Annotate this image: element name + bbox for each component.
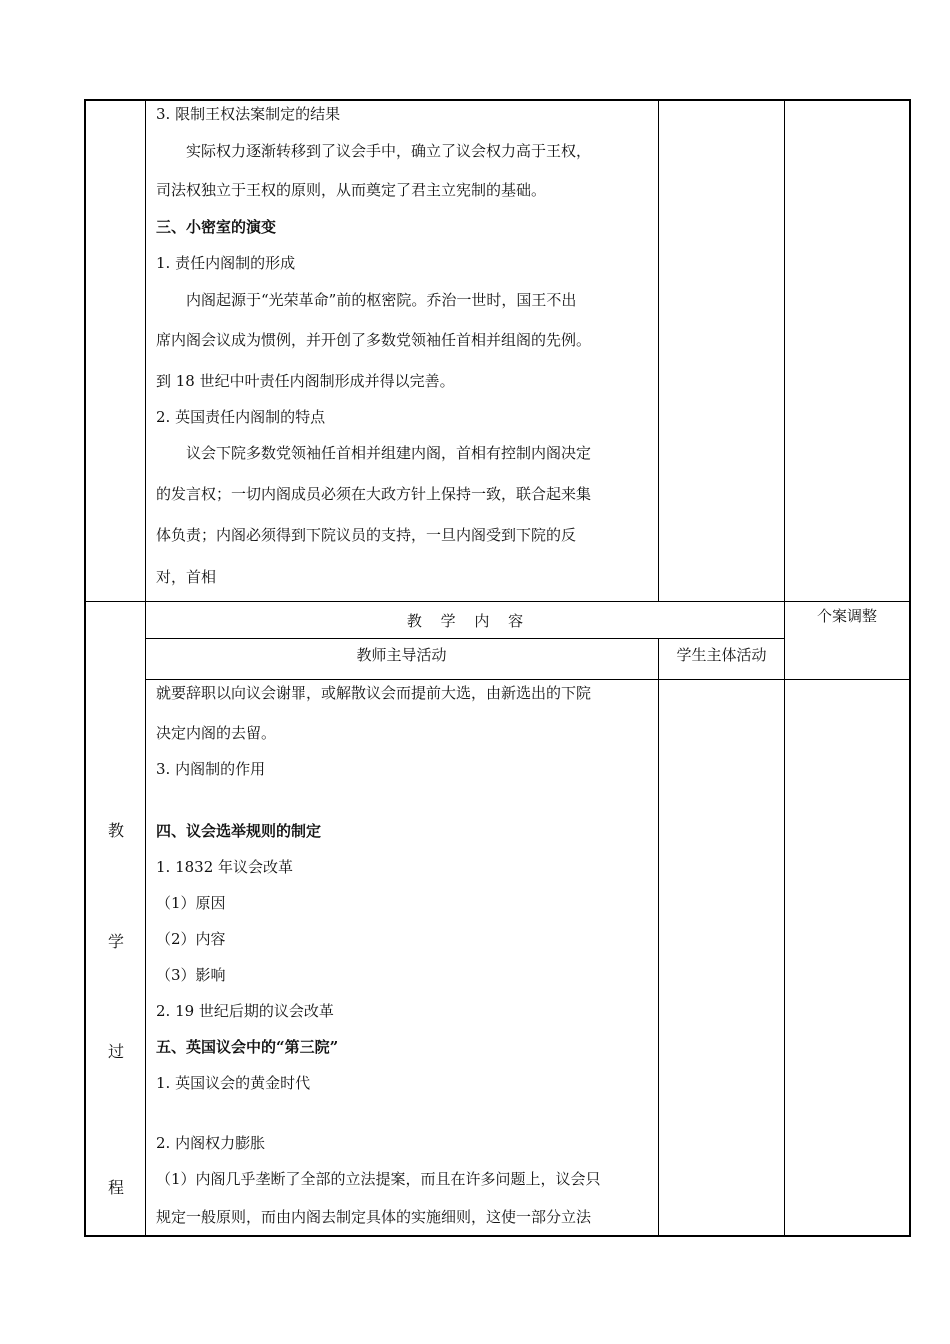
paragraph-line: 体负责；内阁必须得到下院议员的支持，一旦内阁受到下院的反 bbox=[156, 526, 577, 544]
paragraph-line: 的发言权；一切内阁成员必须在大政方针上保持一致，联合起来集 bbox=[156, 485, 592, 503]
subheading-1832: 1. 1832 年议会改革 bbox=[156, 858, 294, 876]
paragraph-line: 席内阁会议成为惯例，并开创了多数党领袖任首相并组阁的先例。 bbox=[156, 331, 592, 349]
paragraph-line: 规定一般原则，而由内阁去制定具体的实施细则，这使一部分立法 bbox=[156, 1208, 592, 1226]
paragraph-line: 就要辞职以向议会谢罪，或解散议会而提前大选，由新选出的下院 bbox=[156, 684, 592, 702]
paragraph-line: 议会下院多数党领袖任首相并组建内阁，首相有控制内阁决定 bbox=[186, 444, 592, 462]
paragraph-line: （1）内阁几乎垄断了全部的立法提案，而且在许多问题上，议会只 bbox=[156, 1170, 601, 1188]
paragraph-line: 实际权力逐渐转移到了议会手中，确立了议会权力高于王权， bbox=[186, 142, 592, 160]
table-left-border bbox=[84, 99, 86, 1237]
list-item: （2）内容 bbox=[156, 930, 226, 948]
paragraph-line: 内阁起源于“光荣革命”前的枢密院。乔治一世时，国王不出 bbox=[186, 291, 577, 309]
table-bottom-border bbox=[84, 1235, 911, 1237]
paragraph-line: 司法权独立于王权的原则，从而奠定了君主立宪制的基础。 bbox=[156, 181, 547, 199]
case-adjust-header: 个案调整 bbox=[816, 607, 877, 625]
subheading-19th-century: 2. 19 世纪后期的议会改革 bbox=[156, 1002, 334, 1020]
subheading-cabinet-power: 2. 内阁权力膨胀 bbox=[156, 1134, 266, 1152]
subheading-features: 2. 英国责任内阁制的特点 bbox=[156, 408, 326, 426]
student-activity-header: 学生主体活动 bbox=[676, 646, 767, 664]
column-divider-2-upper bbox=[658, 99, 659, 602]
heading-result: 3. 限制王权法案制定的结果 bbox=[156, 105, 341, 123]
section-heading-4: 四、议会选举规则的制定 bbox=[156, 822, 322, 840]
side-label-char: 教 bbox=[107, 821, 124, 840]
side-label-char: 程 bbox=[107, 1178, 124, 1197]
section-heading-3: 三、小密室的演变 bbox=[156, 218, 277, 236]
subheader-row-divider bbox=[145, 679, 911, 680]
subheading-function: 3. 内阁制的作用 bbox=[156, 760, 266, 778]
table-top-border bbox=[84, 99, 911, 101]
teacher-activity-header: 教师主导活动 bbox=[356, 646, 447, 664]
section-heading-5: 五、英国议会中的“第三院” bbox=[156, 1038, 339, 1056]
subheading-formation: 1. 责任内阁制的形成 bbox=[156, 254, 296, 272]
paragraph-line: 对，首相 bbox=[156, 568, 217, 586]
side-label-char: 过 bbox=[107, 1042, 124, 1061]
column-divider-2-lower bbox=[658, 638, 659, 1237]
side-label-char: 学 bbox=[107, 932, 124, 951]
list-item: （1）原因 bbox=[156, 894, 226, 912]
list-item: （3）影响 bbox=[156, 966, 226, 984]
header-row-divider bbox=[145, 638, 785, 639]
section-divider bbox=[84, 601, 911, 602]
column-divider-3 bbox=[784, 99, 785, 1237]
paragraph-line: 到 18 世纪中叶责任内阁制形成并得以完善。 bbox=[156, 372, 455, 390]
subheading-golden-age: 1. 英国议会的黄金时代 bbox=[156, 1074, 311, 1092]
teaching-content-header: 教 学 内 容 bbox=[406, 612, 524, 630]
table-right-border bbox=[909, 99, 911, 1237]
column-divider-1 bbox=[145, 99, 146, 1237]
paragraph-line: 决定内阁的去留。 bbox=[156, 724, 277, 742]
